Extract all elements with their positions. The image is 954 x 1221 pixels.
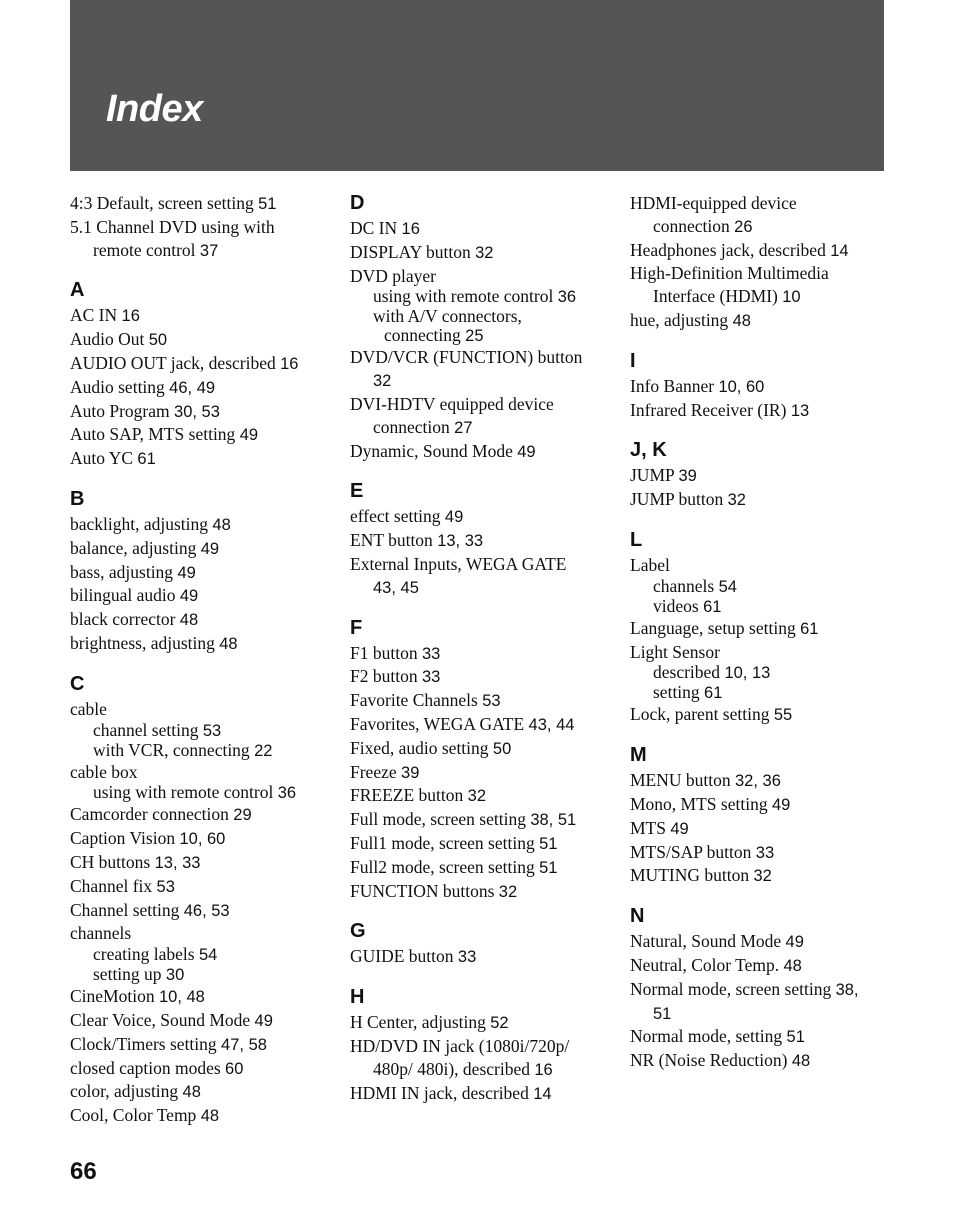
index-entry: balance, adjusting 49 — [70, 537, 220, 558]
index-entry: MTS 49 — [630, 817, 689, 838]
index-entry: DVD player — [350, 265, 437, 286]
index-entry: DC IN 16 — [350, 218, 420, 238]
index-entry: Full2 mode, screen setting 51 — [350, 856, 558, 877]
index-entry: Camcorder connection 29 — [70, 804, 252, 825]
index-entry: MENU button 32, 36 — [630, 770, 781, 791]
index-subentry: using with remote control 36 — [373, 286, 577, 307]
index-entry: Headphones jack, described 14 — [630, 239, 849, 260]
index-entry: DVD/VCR (FUNCTION) button 32 — [350, 347, 583, 391]
index-entry: brightness, adjusting 48 — [70, 632, 238, 653]
index-entry: JUMP 39 — [630, 465, 697, 486]
index-entry: black corrector 48 — [70, 609, 199, 630]
page-title: Index — [106, 88, 203, 130]
index-entry: ENT button 13, 33 — [350, 530, 484, 551]
section-letter: B — [70, 487, 85, 510]
section-letter: J, K — [630, 439, 667, 462]
index-entry: Clock/Timers setting 47, 58 — [70, 1033, 267, 1054]
index-entry: Freeze 39 — [350, 761, 420, 782]
section-letter: L — [630, 528, 643, 551]
index-entry: Info Banner 10, 60 — [630, 375, 765, 396]
index-entry: Audio Out 50 — [70, 329, 168, 350]
index-entry: Label — [630, 554, 670, 575]
index-entry: Language, setup setting 61 — [630, 617, 819, 638]
index-entry: cable box — [70, 761, 138, 782]
index-entry: bilingual audio 49 — [70, 585, 199, 606]
index-entry: Neutral, Color Temp. 48 — [630, 954, 802, 975]
section-letter: F — [350, 616, 363, 639]
index-subentry: using with remote control 36 — [93, 782, 297, 803]
index-entry: Dynamic, Sound Mode 49 — [350, 440, 536, 461]
index-entry: External Inputs, WEGA GATE 43, 45 — [350, 553, 567, 597]
index-entry: Clear Voice, Sound Mode 49 — [70, 1009, 273, 1030]
section-letter: I — [630, 349, 636, 372]
index-entry: Infrared Receiver (IR) 13 — [630, 399, 810, 420]
index-entry: Channel fix 53 — [70, 875, 175, 896]
index-entry: effect setting 49 — [350, 506, 464, 527]
index-entry: DVI-HDTV equipped device connection 27 — [350, 393, 554, 437]
index-entry: Cool, Color Temp 48 — [70, 1105, 220, 1126]
index-entry: Full1 mode, screen setting 51 — [350, 832, 558, 853]
index-subentry: setting up 30 — [93, 964, 185, 985]
index-subentry: videos 61 — [653, 595, 722, 616]
index-entry: FREEZE button 32 — [350, 785, 486, 806]
index-entry: channels — [70, 923, 132, 944]
index-entry: Normal mode, screen setting 38, 51 — [630, 978, 859, 1023]
index-entry: Favorite Channels 53 — [350, 690, 501, 711]
section-letter: N — [630, 905, 645, 928]
index-entry: 4:3 Default, screen setting 51 — [70, 193, 277, 213]
index-entry: Auto Program 30, 53 — [70, 400, 220, 421]
index-subentry: channel setting 53 — [93, 719, 222, 740]
section-letter: C — [70, 672, 85, 695]
index-entry: AUDIO OUT jack, described 16 — [70, 352, 299, 373]
index-entry: MTS/SAP button 33 — [630, 841, 775, 862]
index-entry: MUTING button 32 — [630, 865, 772, 886]
index-subentry: with A/V connectors, connecting 25 — [373, 306, 522, 346]
index-entry: NR (Noise Reduction) 48 — [630, 1050, 811, 1071]
index-column-1 — [70, 192, 332, 1128]
index-entry: Caption Vision 10, 60 — [70, 828, 226, 849]
index-entry: Mono, MTS setting 49 — [630, 793, 791, 814]
index-subentry: creating labels 54 — [93, 944, 218, 965]
index-entry: Fixed, audio setting 50 — [350, 737, 512, 758]
index-entry: AC IN 16 — [70, 305, 140, 326]
header-band — [70, 0, 884, 171]
index-entry: Auto SAP, MTS setting 49 — [70, 424, 259, 445]
index-entry: cable — [70, 698, 107, 719]
section-letter: E — [350, 480, 364, 503]
index-entry: F1 button 33 — [350, 642, 441, 663]
index-entry: Natural, Sound Mode 49 — [630, 931, 804, 952]
index-entry: Channel setting 46, 53 — [70, 899, 230, 920]
index-entry: closed caption modes 60 — [70, 1057, 244, 1078]
index-entry: HDMI IN jack, described 14 — [350, 1082, 552, 1103]
index-entry: Auto YC 61 — [70, 448, 156, 469]
index-entry: High-Definition Multimedia Interface (HDMI) 10 — [630, 263, 829, 307]
index-subentry: setting 61 — [653, 682, 723, 703]
index-entry: FUNCTION buttons 32 — [350, 880, 518, 901]
index-entry: HD/DVD IN jack (1080i/720p/ 480p/ 480i), described 16 — [350, 1035, 570, 1079]
index-entry: F2 button 33 — [350, 666, 441, 687]
index-entry: Light Sensor — [630, 641, 720, 662]
index-subentry: described 10, 13 — [653, 662, 771, 683]
index-entry: bass, adjusting 49 — [70, 561, 196, 582]
index-entry: color, adjusting 48 — [70, 1081, 201, 1102]
section-letter: G — [350, 920, 366, 943]
index-subentry: with VCR, connecting 22 — [93, 739, 273, 760]
index-entry: DISPLAY button 32 — [350, 241, 494, 262]
index-entry: Full mode, screen setting 38, 51 — [350, 809, 577, 830]
section-letter: A — [70, 279, 85, 302]
index-entry: H Center, adjusting 52 — [350, 1012, 509, 1033]
page-number: 66 — [70, 1158, 97, 1185]
index-entry: Lock, parent setting 55 — [630, 704, 793, 725]
section-letter: D — [350, 192, 365, 214]
index-entry: JUMP button 32 — [630, 489, 746, 510]
index-entry: CH buttons 13, 33 — [70, 851, 201, 872]
index-entry: hue, adjusting 48 — [630, 309, 751, 330]
index-column-3 — [630, 192, 892, 1073]
index-subentry: channels 54 — [653, 575, 737, 596]
index-entry: GUIDE button 33 — [350, 946, 477, 967]
index-entry: backlight, adjusting 48 — [70, 513, 231, 534]
index-entry: HDMI-equipped device connection 26 — [630, 193, 797, 236]
index-entry: CineMotion 10, 48 — [70, 986, 205, 1007]
index-column-2 — [350, 192, 612, 1105]
section-letter: H — [350, 986, 365, 1009]
index-entry: 5.1 Channel DVD using with remote control 37 — [70, 216, 275, 260]
index-entry: Favorites, WEGA GATE 43, 44 — [350, 713, 575, 734]
section-letter: M — [630, 744, 647, 767]
index-entry: Audio setting 46, 49 — [70, 376, 216, 397]
index-entry: Normal mode, setting 51 — [630, 1026, 805, 1047]
